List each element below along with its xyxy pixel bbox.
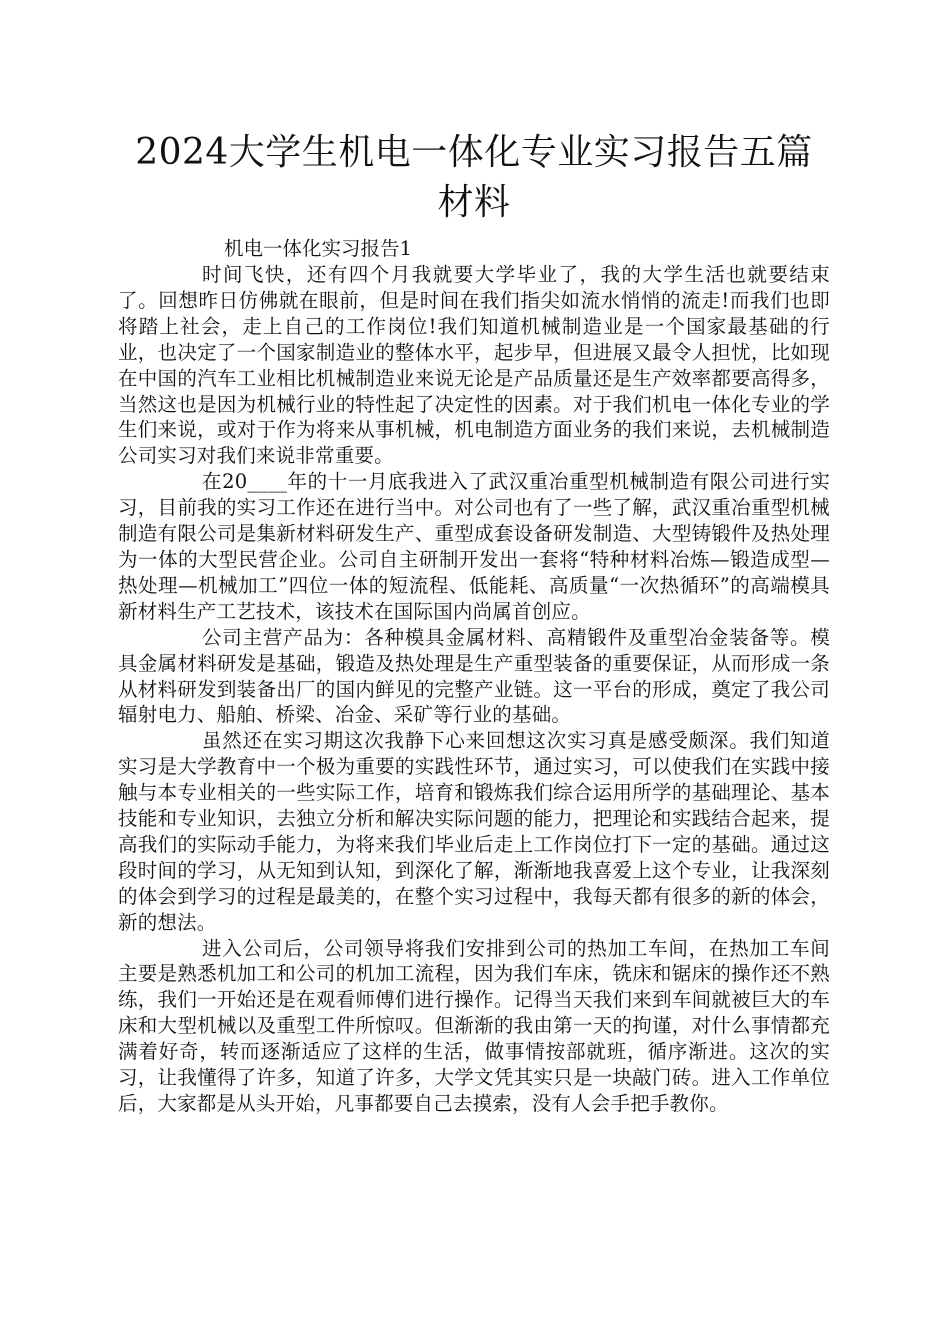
paragraph-3: 公司主营产品为：各种模具金属材料、高精锻件及重型冶金装备等。模具金属材料研发是基础，锻造及热处理是生产重型装备的重要保证，从而形成一条从材料研发到装备出厂的国内鲜见的完整产业链。这一平台的形成，奠定了我公司辐射电力、船舶、桥梁、冶金、采矿等行业的基础。	[118, 625, 830, 727]
document-title: 2024大学生机电一体化专业实习报告五篇材料	[135, 132, 813, 223]
paragraph-4: 虽然还在实习期这次我静下心来回想这次实习真是感受颇深。我们知道实习是大学教育中一个极为重要的实践性环节，通过实习，可以使我们在实践中接触与本专业相关的一些实际工作，培育和锻炼我们综合运用所学的基础理论、基本技能和专业知识，去独立分析和解决实际问题的能力，把理论和实践结合起来，提高我们的实际动手能力，为将来我们毕业后走上工作岗位打下一定的基础。通过这段时间的学习，从无知到认知，到深化了解，渐渐地我喜爱上这个专业，让我深刻的体会到学习的过程是最美的，在整个实习过程中，我每天都有很多的新的体会，新的想法。	[118, 729, 830, 934]
document-page	[118, 128, 830, 1117]
paragraph-2: 在20____年的十一月底我进入了武汉重冶重型机械制造有限公司进行实习，目前我的实习工作还在进行当中。对公司也有了一些了解，武汉重冶重型机械制造有限公司是集新材料研发生产、重型成套设备研发制造、大型铸锻件及热处理为一体的大型民营企业。公司自主研制开发出一套将“特种材料冶炼—锻造成型—热处理—机械加工”四位一体的短流程、低能耗、高质量“一次热循环”的高端模具新材料生产工艺技术，该技术在国际国内尚属首创应。	[118, 470, 830, 623]
paragraph-5: 进入公司后，公司领导将我们安排到公司的热加工车间，在热加工车间主要是熟悉机加工和公司的机加工流程，因为我们车床，铣床和锯床的操作还不熟练，我们一开始还是在观看师傅们进行操作。记得当天我们来到车间就被巨大的车床和大型机械以及重型工件所惊叹。但渐渐的我由第一天的拘谨，对什么事情都充满着好奇，转而逐渐适应了这样的生活，做事情按部就班，循序渐进。这次的实习，让我懂得了许多，知道了许多，大学文凭其实只是一块敲门砖。进入工作单位后，大家都是从头开始，凡事都要自己去摸索，没有人会手把手教你。	[118, 936, 830, 1115]
paragraph-1: 时间飞快，还有四个月我就要大学毕业了，我的大学生活也就要结束了。回想昨日仿佛就在眼前，但是时间在我们指尖如流水悄悄的流走!而我们也即将踏上社会，走上自己的工作岗位!我们知道机械制造业是一个国家最基础的行业，也决定了一个国家制造业的整体水平，起步早，但进展又最令人担忧，比如现在中国的汽车工业相比机械制造业来说无论是产品质量还是生产效率都要高得多，当然这也是因为机械行业的特性起了决定性的因素。对于我们机电一体化专业的学生们来说，或对于作为将来从事机械，机电制造方面业务的我们来说，去机械制造公司实习对我们来说非常重要。	[118, 263, 830, 468]
section-heading: 机电一体化实习报告1	[224, 237, 412, 260]
